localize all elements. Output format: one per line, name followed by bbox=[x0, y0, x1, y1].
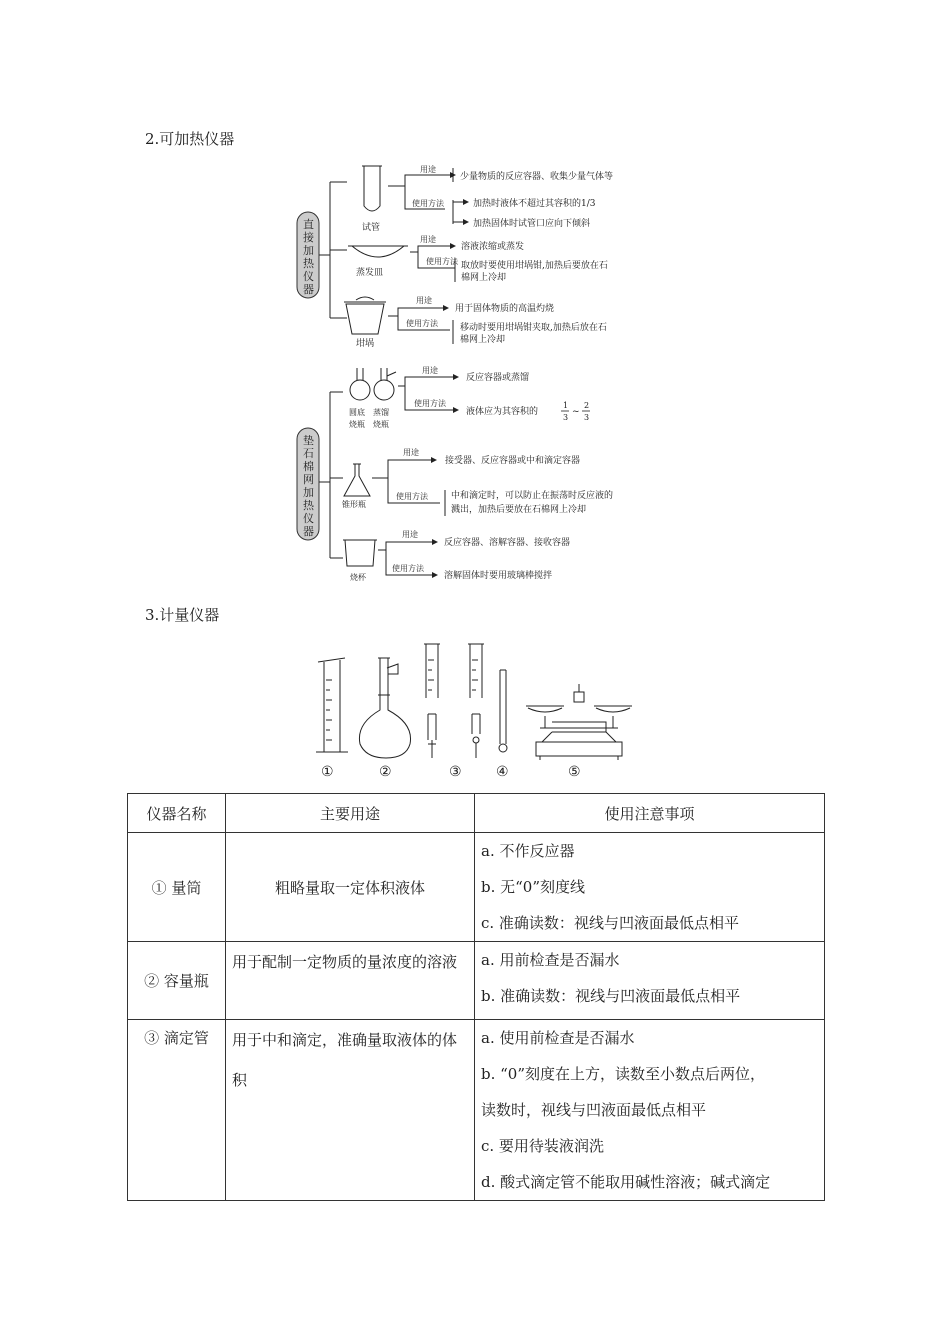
balance-icon bbox=[526, 684, 632, 760]
graduated-cylinder-icon bbox=[316, 658, 348, 752]
crucible-use-label: 用途 bbox=[416, 296, 432, 305]
evaporating-dish-use: 溶液浓缩或蒸发 bbox=[461, 242, 525, 252]
frac2-num: 2 bbox=[584, 401, 590, 410]
test-tube-use-label: 用途 bbox=[420, 165, 436, 174]
heating-instruments-diagram bbox=[0, 0, 950, 600]
row-notes bbox=[475, 942, 825, 1020]
note-line: a. 不作反应器 bbox=[481, 842, 575, 860]
measuring-instruments-table bbox=[127, 793, 825, 1201]
distilling-flask-name-1: 蒸馏 bbox=[373, 408, 389, 417]
evaporating-dish-use-label: 用途 bbox=[420, 235, 436, 244]
note-line: c. 准确读数：视线与凹液面最低点相平 bbox=[481, 914, 739, 932]
heating-section-title: 2.可加热仪器 bbox=[145, 130, 235, 148]
instrument-label-1: ① bbox=[321, 764, 334, 780]
asbestos-net-heating-label bbox=[303, 433, 315, 538]
row-name: ① 量筒 bbox=[128, 833, 226, 942]
conical-flask-method-label: 使用方法 bbox=[396, 492, 428, 501]
frac1-num: 1 bbox=[563, 401, 569, 410]
test-tube-method-2: 加热固体时试管口应向下倾斜 bbox=[473, 219, 591, 229]
table-header-row bbox=[128, 794, 825, 833]
instrument-label-3: ③ bbox=[449, 764, 462, 780]
frac1-den: 3 bbox=[563, 413, 569, 422]
evaporating-dish-method-label: 使用方法 bbox=[426, 257, 458, 266]
flask-use-label: 用途 bbox=[422, 366, 438, 375]
row-name: ③ 滴定管 bbox=[128, 1020, 226, 1201]
note-line: a. 使用前检查是否漏水 bbox=[481, 1029, 635, 1047]
measuring-section-title: 3.计量仪器 bbox=[145, 606, 220, 624]
flask-method: 液体应为其容积的 bbox=[466, 407, 539, 417]
beaker-method-label: 使用方法 bbox=[392, 564, 424, 573]
direct-heating-label bbox=[303, 217, 315, 296]
svg-text:垫: 垫 bbox=[303, 434, 314, 447]
svg-text:加: 加 bbox=[303, 486, 314, 499]
conical-flask-name: 锥形瓶 bbox=[342, 500, 366, 509]
note-line: d. 酸式滴定管不能取用碱性溶液；碱式滴定 bbox=[481, 1173, 771, 1191]
crucible-use: 用于固体物质的高温灼烧 bbox=[455, 304, 555, 314]
crucible-method-line1: 移动时要用坩埚钳夹取,加热后放在石 bbox=[460, 323, 607, 333]
crucible-name: 坩埚 bbox=[356, 339, 375, 349]
evaporating-dish-name: 蒸发皿 bbox=[356, 268, 384, 278]
svg-text:器: 器 bbox=[303, 283, 314, 296]
svg-text:石: 石 bbox=[303, 447, 314, 460]
instrument-label-2: ② bbox=[379, 764, 392, 780]
evaporating-dish-method-line1: 取放时要使用坩埚钳,加热后要放在石 bbox=[461, 261, 608, 271]
frac2-den: 3 bbox=[584, 413, 590, 422]
row-notes bbox=[475, 1020, 825, 1201]
round-flask-name-2: 烧瓶 bbox=[349, 420, 365, 429]
distilling-flask-name-2: 烧瓶 bbox=[373, 420, 389, 429]
row-use: 粗略量取一定体积液体 bbox=[226, 833, 475, 942]
svg-text:直: 直 bbox=[303, 218, 314, 231]
beaker-name: 烧杯 bbox=[350, 573, 366, 582]
flask-method-label: 使用方法 bbox=[414, 399, 446, 408]
flask-use: 反应容器或蒸馏 bbox=[466, 373, 530, 383]
test-tube-method-label: 使用方法 bbox=[412, 199, 444, 208]
table-row bbox=[128, 833, 825, 942]
conical-flask-method-line2: 溅出，加热后要放在石棉网上冷却 bbox=[451, 505, 587, 515]
table-row bbox=[128, 1020, 825, 1201]
row-name: ② 容量瓶 bbox=[128, 942, 226, 1020]
svg-text:加: 加 bbox=[303, 244, 314, 257]
frac-tilde: ~ bbox=[572, 407, 580, 417]
beaker-use: 反应容器、溶解容器、接收容器 bbox=[444, 538, 571, 548]
row-use: 用于配制一定物质的量浓度的溶液 bbox=[226, 942, 475, 1020]
svg-text:仪: 仪 bbox=[303, 270, 314, 283]
thermometer-icon bbox=[499, 670, 507, 752]
note-line: c. 要用待装液润洗 bbox=[481, 1137, 604, 1155]
table-header-notes: 使用注意事项 bbox=[475, 794, 825, 833]
round-flask-name-1: 圆底 bbox=[349, 408, 365, 417]
base-burette-icon bbox=[468, 644, 484, 758]
note-line: a. 用前检查是否漏水 bbox=[481, 951, 620, 969]
crucible-method-line2: 棉网上冷却 bbox=[460, 335, 506, 345]
acid-burette-icon bbox=[424, 644, 440, 758]
beaker-method: 溶解固体时要用玻璃棒搅拌 bbox=[444, 571, 553, 581]
crucible-method-label: 使用方法 bbox=[406, 319, 438, 328]
svg-text:热: 热 bbox=[303, 257, 314, 270]
svg-text:棉: 棉 bbox=[303, 460, 314, 473]
row-notes bbox=[475, 833, 825, 942]
conical-flask-use: 接受器、反应容器或中和滴定容器 bbox=[445, 456, 581, 466]
row-use: 用于中和滴定，准确量取液体的体积 bbox=[226, 1020, 475, 1201]
svg-text:仪: 仪 bbox=[303, 512, 314, 525]
svg-text:接: 接 bbox=[303, 231, 314, 244]
instrument-label-5: ⑤ bbox=[568, 764, 581, 780]
note-line: b. 准确读数：视线与凹液面最低点相平 bbox=[481, 987, 741, 1005]
table-row bbox=[128, 942, 825, 1020]
note-line: 读数时，视线与凹液面最低点相平 bbox=[481, 1101, 707, 1119]
svg-text:器: 器 bbox=[303, 525, 314, 538]
conical-flask-use-label: 用途 bbox=[403, 448, 419, 457]
test-tube-use: 少量物质的反应容器、收集少量气体等 bbox=[460, 172, 614, 182]
instrument-label-4: ④ bbox=[496, 764, 509, 780]
volumetric-flask-icon bbox=[359, 658, 410, 758]
svg-text:网: 网 bbox=[303, 473, 314, 486]
evaporating-dish-method-line2: 棉网上冷却 bbox=[461, 273, 507, 283]
test-tube-name: 试管 bbox=[362, 223, 381, 233]
measuring-instruments-figure bbox=[0, 640, 950, 780]
note-line: b. “0”刻度在上方，读数至小数点后两位， bbox=[481, 1065, 766, 1083]
table-header-name: 仪器名称 bbox=[128, 794, 226, 833]
test-tube-method-1: 加热时液体不超过其容积的1/3 bbox=[473, 199, 596, 209]
svg-text:热: 热 bbox=[303, 499, 314, 512]
note-line: b. 无“0”刻度线 bbox=[481, 878, 586, 896]
table-header-use: 主要用途 bbox=[226, 794, 475, 833]
beaker-use-label: 用途 bbox=[402, 530, 418, 539]
conical-flask-method-line1: 中和滴定时，可以防止在振荡时反应液的 bbox=[451, 491, 614, 501]
